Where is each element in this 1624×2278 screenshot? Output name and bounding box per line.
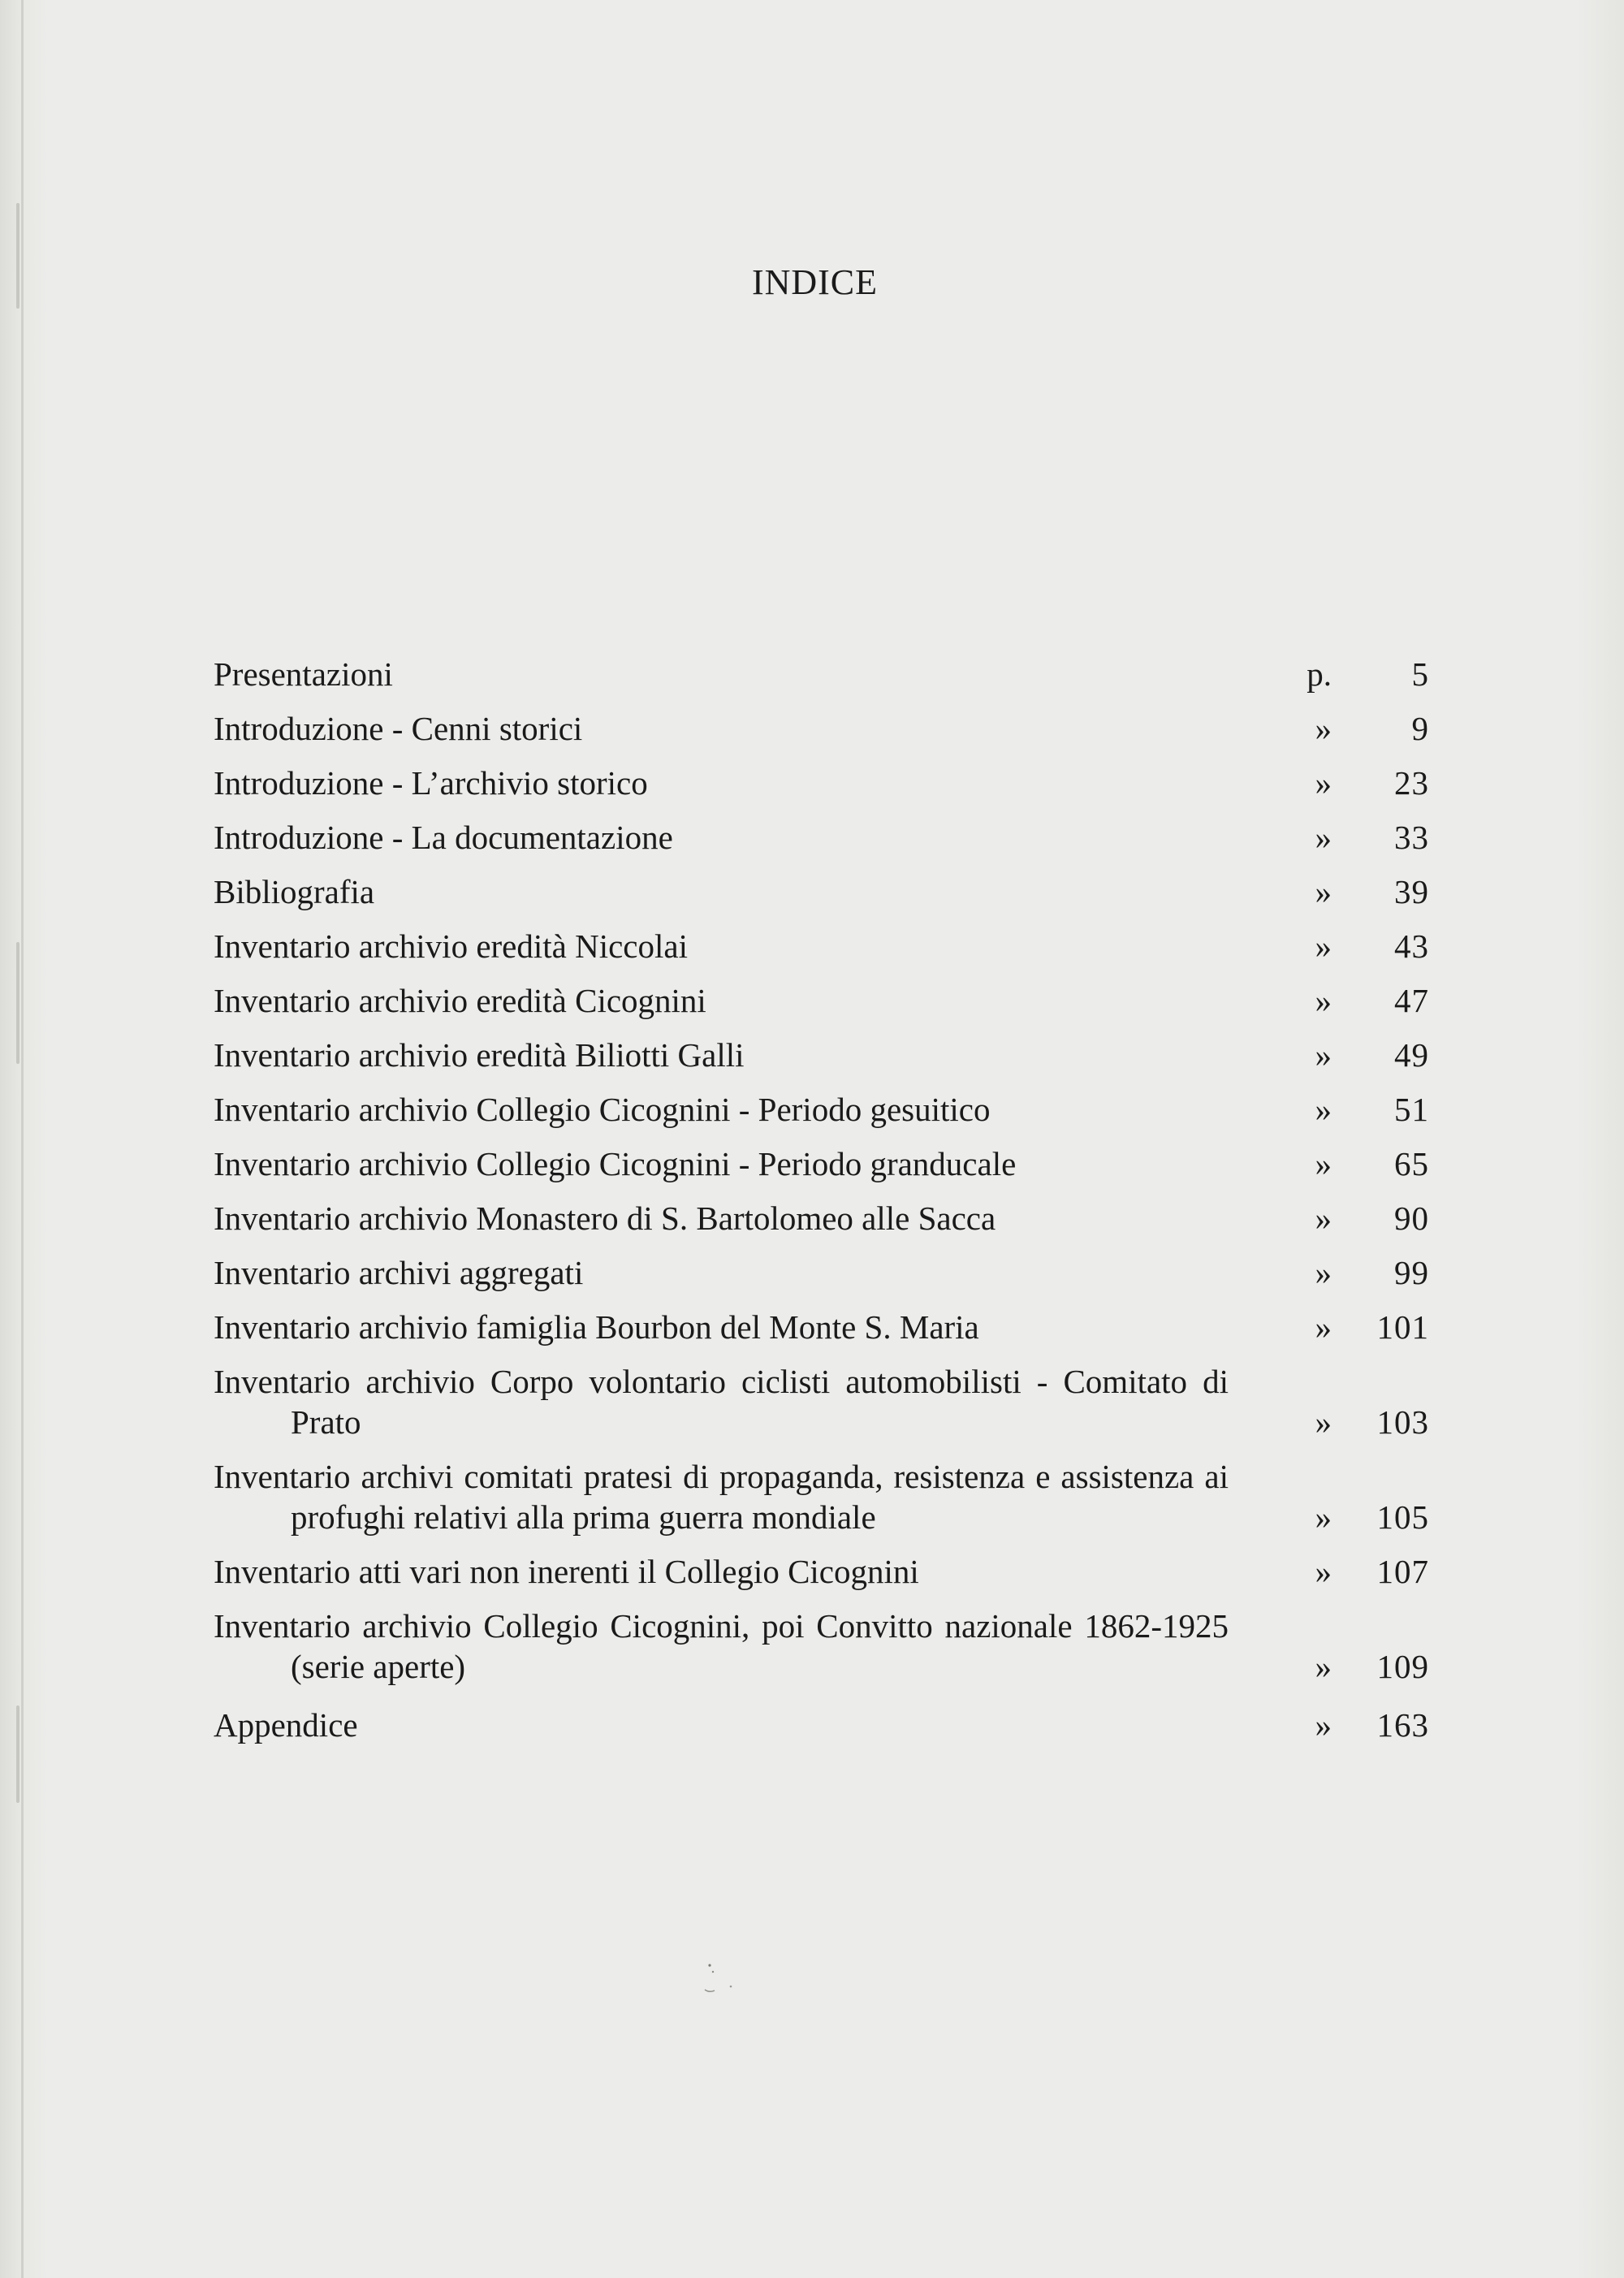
toc-entry-page: 105 [1376, 1498, 1429, 1536]
toc-entry-marker: » [1315, 1648, 1332, 1685]
toc-entry [214, 980, 1432, 1021]
toc-entry-page: 9 [1411, 710, 1429, 747]
toc-entry-marker: » [1315, 873, 1332, 910]
toc-entry-title: Inventario archivi comitati pratesi di propaganda, resistenza e assistenza ai profughi relativi alla prima guerra mondiale [214, 1458, 1229, 1536]
toc-entry-marker: » [1315, 1036, 1332, 1074]
toc-entry-page: 23 [1394, 764, 1429, 802]
binding-stitch [16, 942, 19, 1064]
toc-entry [214, 1307, 1432, 1347]
toc-entry [214, 1551, 1432, 1592]
toc-entry-title: Inventario archivio Collegio Cicognini - Periodo gesuitico [214, 1091, 991, 1128]
toc-entry [214, 926, 1432, 966]
toc-entry-marker: » [1315, 1498, 1332, 1536]
toc-entry-page: 33 [1394, 819, 1429, 856]
toc-entry [214, 708, 1432, 749]
toc-entry-marker: » [1315, 819, 1332, 856]
toc-entry-marker: » [1315, 927, 1332, 965]
toc-entry-marker: » [1315, 764, 1332, 802]
toc-entry [214, 1089, 1432, 1130]
toc-entry-title: Appendice [214, 1706, 358, 1744]
toc-entry-marker: » [1315, 1254, 1332, 1291]
toc-entry-page: 5 [1411, 655, 1429, 693]
toc-entry-marker: » [1315, 1145, 1332, 1182]
toc-entry-page: 107 [1376, 1553, 1429, 1590]
toc-entry-title: Inventario archivio Corpo volontario ciclisti automobilisti - Comitato di Prato [214, 1363, 1229, 1441]
toc-entry-page: 51 [1394, 1091, 1429, 1128]
toc-entry-page: 39 [1394, 873, 1429, 910]
toc-entry-title: Inventario archivio eredità Biliotti Galli [214, 1036, 745, 1074]
toc-entry-marker: p. [1307, 655, 1332, 693]
toc-entry-marker: » [1315, 1706, 1332, 1744]
toc-entry-title: Bibliografia [214, 873, 375, 910]
binding-stitch [16, 1705, 19, 1803]
toc-entry [214, 1198, 1432, 1238]
toc-entry [214, 871, 1432, 912]
binding-edge [21, 0, 24, 2278]
toc-entry-marker: » [1315, 1091, 1332, 1128]
toc-entry-title: Inventario archivio eredità Niccolai [214, 927, 688, 965]
toc-entry-title: Inventario atti vari non inerenti il Collegio Cicognini [214, 1553, 919, 1590]
toc-entry [214, 763, 1432, 803]
toc-entry-title: Introduzione - L’archivio storico [214, 764, 648, 802]
toc-entry-marker: » [1315, 982, 1332, 1019]
paper-specks [698, 1957, 747, 2006]
toc-entry-page: 101 [1376, 1308, 1429, 1346]
toc-entry [214, 1705, 1432, 1745]
toc-entry-title: Introduzione - La documentazione [214, 819, 673, 856]
toc-entry-marker: » [1315, 1403, 1332, 1441]
toc-entry-title: Inventario archivio famiglia Bourbon del Monte S. Maria [214, 1308, 979, 1346]
toc-entry-marker: » [1315, 1308, 1332, 1346]
toc-entry-page: 65 [1394, 1145, 1429, 1182]
toc-entry-title: Inventario archivio Collegio Cicognini - Periodo granducale [214, 1145, 1017, 1182]
toc-entry [214, 1456, 1432, 1537]
toc-entry-title: Inventario archivio Monastero di S. Bartolomeo alle Sacca [214, 1200, 996, 1237]
toc-entry-title: Inventario archivio Collegio Cicognini, poi Convitto nazionale 1862-1925 (serie aperte) [214, 1607, 1229, 1685]
toc-entry-page: 163 [1376, 1706, 1429, 1744]
toc-entry-marker: » [1315, 1200, 1332, 1237]
toc-entry-page: 109 [1376, 1648, 1429, 1685]
toc-entry-marker: » [1315, 1553, 1332, 1590]
toc-entry-title: Presentazioni [214, 655, 393, 693]
toc-entry [214, 654, 1432, 694]
toc-entry [214, 1252, 1432, 1293]
toc-entry-marker: » [1315, 710, 1332, 747]
toc-entry-page: 90 [1394, 1200, 1429, 1237]
toc-entry-page: 43 [1394, 927, 1429, 965]
toc-entry-page: 49 [1394, 1036, 1429, 1074]
toc-entry [214, 1361, 1432, 1442]
toc-entry-title: Introduzione - Cenni storici [214, 710, 583, 747]
toc-entry [214, 1035, 1432, 1075]
toc-entry [214, 1143, 1432, 1184]
toc-entry-title: Inventario archivi aggregati [214, 1254, 584, 1291]
toc-entry [214, 817, 1432, 858]
toc-entry-page: 47 [1394, 982, 1429, 1019]
toc-entry-title: Inventario archivio eredità Cicognini [214, 982, 706, 1019]
table-of-contents [214, 654, 1432, 1759]
index-heading: INDICE [751, 262, 879, 302]
toc-entry-page: 103 [1376, 1403, 1429, 1441]
toc-entry-page: 99 [1394, 1254, 1429, 1291]
toc-entry [214, 1606, 1432, 1687]
